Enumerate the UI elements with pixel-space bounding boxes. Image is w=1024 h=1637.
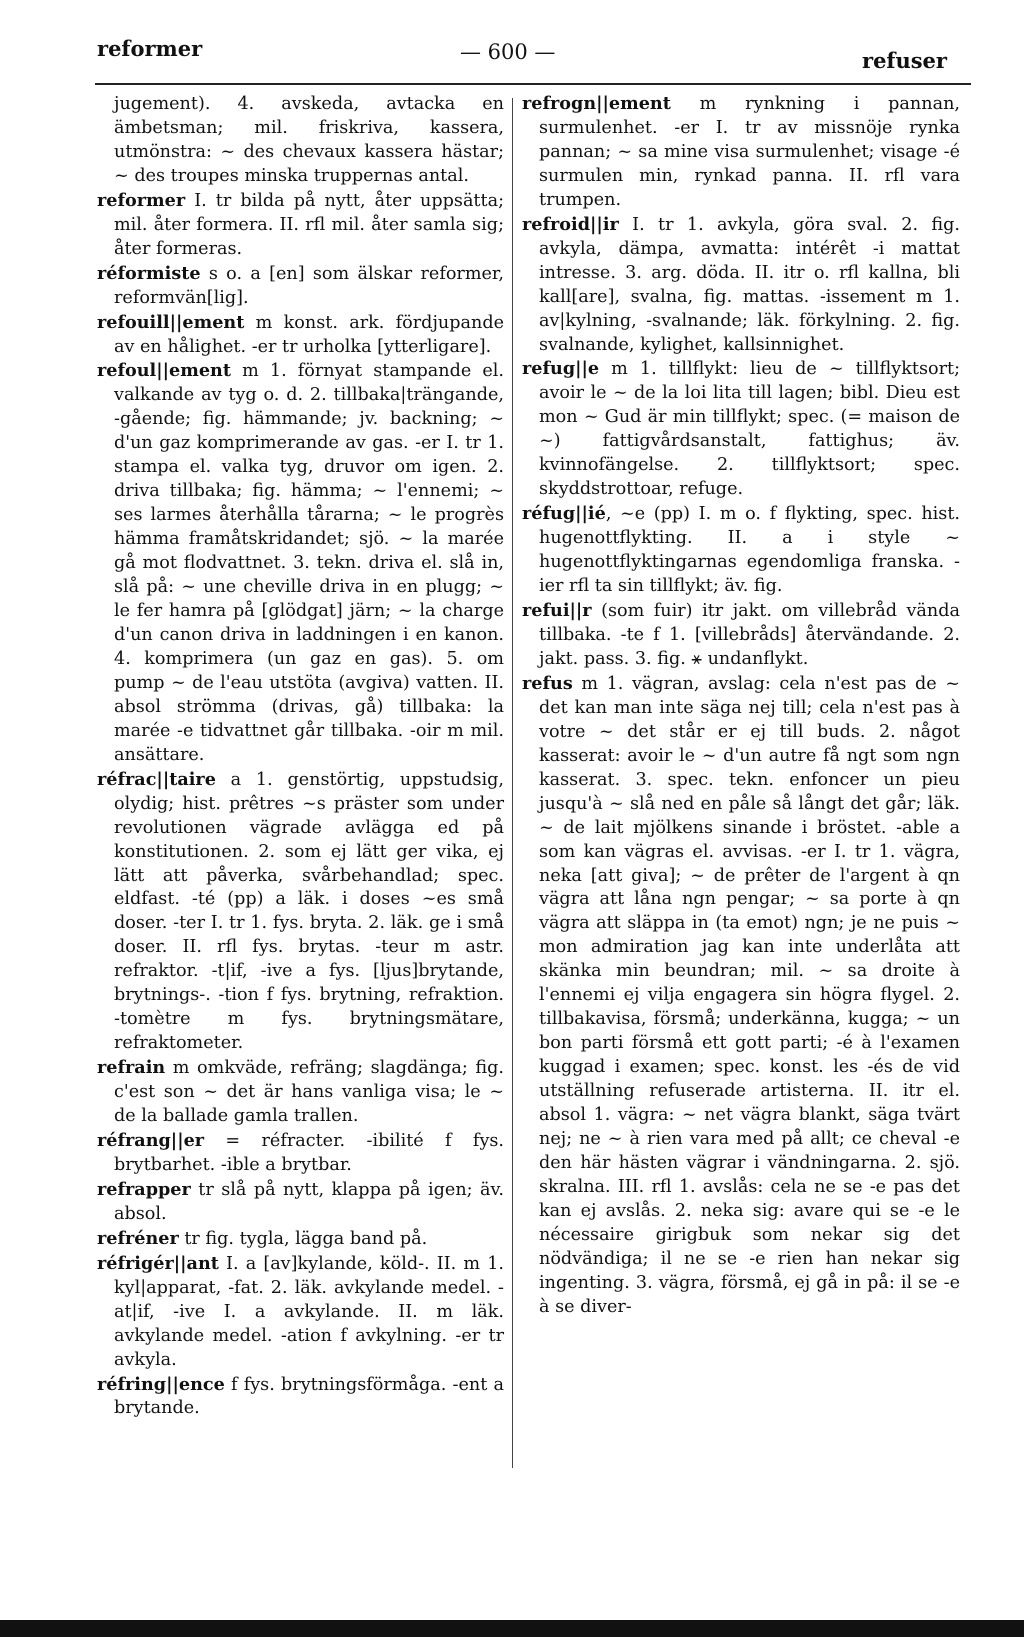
scan-edge-bar	[0, 1620, 1024, 1637]
entry-text: m 1. vägran, avslag: cela n'est pas de ~ det kan man inte säga nej till; cela n'est pas à votre ~ det står er ej till buds. 2. något kasserat: avoir le ~ d'un autre få ngt som ngn kasserat. 3. spec. tekn. enfoncer un pieu jusqu'à ~ slå ned en påle så långt det går; läk. ~ de lait mjölkens sinande i bröstet. -able a som kan vägras el. avvisas. -er I. tr 1. vägra, neka [att giva]; ~ de prêter de l'argent à qn vägra att låna ngn pengar; ~ sa porte à qn vägra att släppa in (ta emot) ngn; je ne puis ~ mon admiration jag kan inte underlåta att skänka min beundran; mil. ~ sa droite à l'ennemi ej vilja engagera sin högra flygel. 2. tillbakavisa, försmå; underkänna, kugga; ~ un bon parti försmå ett gott parti; -é à l'examen kuggad i examen; spec. konst. les -és de vid utställning refuserade artisterna. II. itr el. absol 1. vägra: ~ net vägra blankt, säga tvärt nej; ne ~ à rien vara med på allt; ce cheval -e den här hästen vägrar i vändningarna. 2. sjö. skralna. III. rfl 1. avslås: cela ne se -e pas det kan ej avslås. 2. neka sig: avare qui se -e le nécessaire girigbuk som nekar sig det nödvändiga; il ne se -e rien han nekar sig ingenting. 3. vägra, försmå, ej gå in på: il se -e à se diver-	[539, 673, 960, 1317]
entry-text: tr fig. tygla, lägga band på.	[178, 1228, 428, 1249]
dictionary-entry	[97, 1227, 504, 1252]
dictionary-entry	[522, 672, 960, 1320]
entry-text: m 1. tillflykt: lieu de ~ tillflyktsort; avoir le ~ de la loi lita till lagen; bibl. Dieu est mon ~ Gud är min tillflykt; spec. (= maison de ~) fattigvårdsanstalt, fattighus; äv. kvinnofängelse. 2. tillflyktsort; spec. skyddstrottoar, refuge.	[539, 359, 960, 500]
entry-headword: refrapper	[97, 1178, 191, 1200]
entry-text: m konst. ark. fördjupande av en hålighet. -er tr urholka [ytterligare].	[114, 312, 504, 357]
entry-headword: reformer	[97, 189, 186, 211]
dictionary-entry	[97, 768, 504, 1056]
entry-headword: réfrigér||ant	[97, 1252, 219, 1274]
dictionary-entry	[522, 502, 960, 599]
entry-headword: refug||e	[522, 358, 600, 380]
entry-text: a 1. genstörtig, uppstudsig, olydig; hist. prêtres ~s präster som under revolutionen vägrade avlägga ed på konstitutionen. 2. som ej lätt ger vika, ej lätt att påverka, svårbehandlad; spec. eldfast. -té (pp) a läk. i doses ~es små doser. -ter I. tr 1. fys. bryta. 2. läk. ge i små doser. II. rfl fys. brytas. -teur m astr. refraktor. -t|if, -ive a fys. [ljus]brytande, brytnings-. -tion f fys. brytning, refraktion. -tomètre m fys. brytningsmätare, refraktometer.	[114, 769, 504, 1054]
entry-headword: réfrang||er	[97, 1129, 205, 1151]
dictionary-entry	[97, 189, 504, 262]
entry-text: jugement). 4. avskeda, avtacka en ämbetsman; mil. friskriva, kassera, utmönstra: ~ des chevaux kassera hästar; ~ des troupes minska truppernas antal.	[114, 94, 504, 186]
entry-headword: refrogn||ement	[522, 93, 671, 114]
dictionary-entry	[97, 262, 504, 311]
entry-text: f fys. brytningsförmåga. -ent a brytande.	[114, 1374, 504, 1419]
left-column	[97, 92, 504, 1421]
entry-text: s o. a [en] som älskar reformer, reformvän[lig].	[114, 263, 504, 308]
entry-headword: refus	[522, 672, 573, 694]
right-column	[522, 92, 960, 1320]
entry-headword: refroid||ir	[522, 213, 619, 235]
page-number: — 600 —	[460, 40, 556, 64]
entry-headword: réformiste	[97, 262, 201, 284]
entry-text: I. tr bilda på nytt, åter uppsätta; mil. åter formera. II. rfl mil. åter samla sig; åter formeras.	[114, 190, 504, 259]
entry-headword: refouill||ement	[97, 311, 245, 333]
entry-text: = réfracter. -ibilité f fys. brytbarhet. -ible a brytbar.	[114, 1130, 504, 1175]
dictionary-entry	[97, 359, 504, 767]
entry-text: , ~e (pp) I. m o. f flykting, spec. hist. hugenottflykting. II. a i style ~ hugenottflyktingarnas egendomliga franska. -ier rfl ta sin tillflykt; äv. fig.	[539, 504, 960, 597]
dictionary-entry	[97, 1178, 504, 1227]
header-rule	[95, 83, 971, 85]
column-divider	[512, 98, 513, 1468]
entry-headword: refoul||ement	[97, 360, 231, 382]
right-guide-word: refuser	[862, 48, 947, 73]
dictionary-entry	[97, 1129, 504, 1178]
dictionary-entry	[97, 92, 504, 189]
entry-text: m omkväde, refräng; slagdänga; fig. c'est son ~ det är hans vanliga visa; le ~ de la ballade gamla trallen.	[114, 1058, 504, 1127]
entry-text: tr slå på nytt, klappa på igen; äv. absol.	[114, 1179, 504, 1224]
dictionary-entry	[522, 599, 960, 672]
entry-headword: réfring||ence	[97, 1373, 225, 1395]
entry-text: I. a [av]kylande, köld-. II. m 1. kyl|apparat, -fat. 2. läk. avkylande medel. -at|if, -ive I. a avkylande. II. m läk. avkylande medel. -ation f avkylning. -er tr avkyla.	[114, 1253, 504, 1370]
dictionary-entry	[97, 1056, 504, 1129]
dictionary-entry	[97, 1373, 504, 1422]
entry-headword: refui||r	[522, 600, 592, 622]
entry-text: (som fuir) itr jakt. om villebråd vända tillbaka. -te f 1. [villebråds] återvändande. 2. jakt. pass. 3. fig. ⚹ undanflykt.	[539, 601, 960, 669]
dictionary-entry	[522, 357, 960, 502]
entry-text: m 1. förnyat stampande el. valkande av tyg o. d. 2. tillbaka|trängande, -gående; fig. hämmande; jv. backning; ~ d'un gaz komprimerande av gas. -er I. tr 1. stampa el. valka tyg, druvor om igen. 2. driva tillbaka; fig. hämma; ~ l'ennemi; ~ ses larmes återhålla tårarna; ~ le progrès hämma framåtskridandet; sjö. ~ la marée gå mot flodvattnet. 3. tekn. driva el. slå in, slå på: ~ une cheville driva in en plugg; ~ le fer hamra på [glödgat] järn; ~ la charge d'un canon driva in laddningen i en kanon. 4. komprimera (un gaz en gas). 5. om pump ~ de l'eau utstöta (avgiva) vatten. II. absol strömma (drivas, gå) tillbaka: la marée -e tidvattnet går tillbaka. -oir m mil. ansättare.	[114, 361, 504, 765]
dictionary-entry	[97, 1252, 504, 1373]
entry-text: m rynkning i pannan, surmulenhet. -er I. tr av missnöje rynka pannan; ~ sa mine visa surmulenhet; visage -é surmulen min, rynkad panna. II. rfl vara trumpen.	[539, 94, 960, 210]
dictionary-entry	[522, 92, 960, 213]
entry-headword: réfrac||taire	[97, 768, 216, 790]
dictionary-entry	[97, 311, 504, 360]
entry-headword: réfug||ié	[522, 503, 606, 525]
left-guide-word: reformer	[97, 36, 203, 61]
entry-text: I. tr 1. avkyla, göra sval. 2. fig. avkyla, dämpa, avmatta: intérêt -i mattat intresse. 3. arg. döda. II. itr o. rfl kallna, bli kall[are], svalna, fig. mattas. -issement m 1. av|kylning, -svalnande; läk. förkylning. 2. fig. svalnande, kylighet, kallsinnighet.	[539, 214, 960, 355]
entry-headword: refrain	[97, 1057, 166, 1079]
page-header	[0, 0, 1024, 80]
entry-headword: refréner	[97, 1227, 179, 1249]
dictionary-entry	[522, 213, 960, 358]
